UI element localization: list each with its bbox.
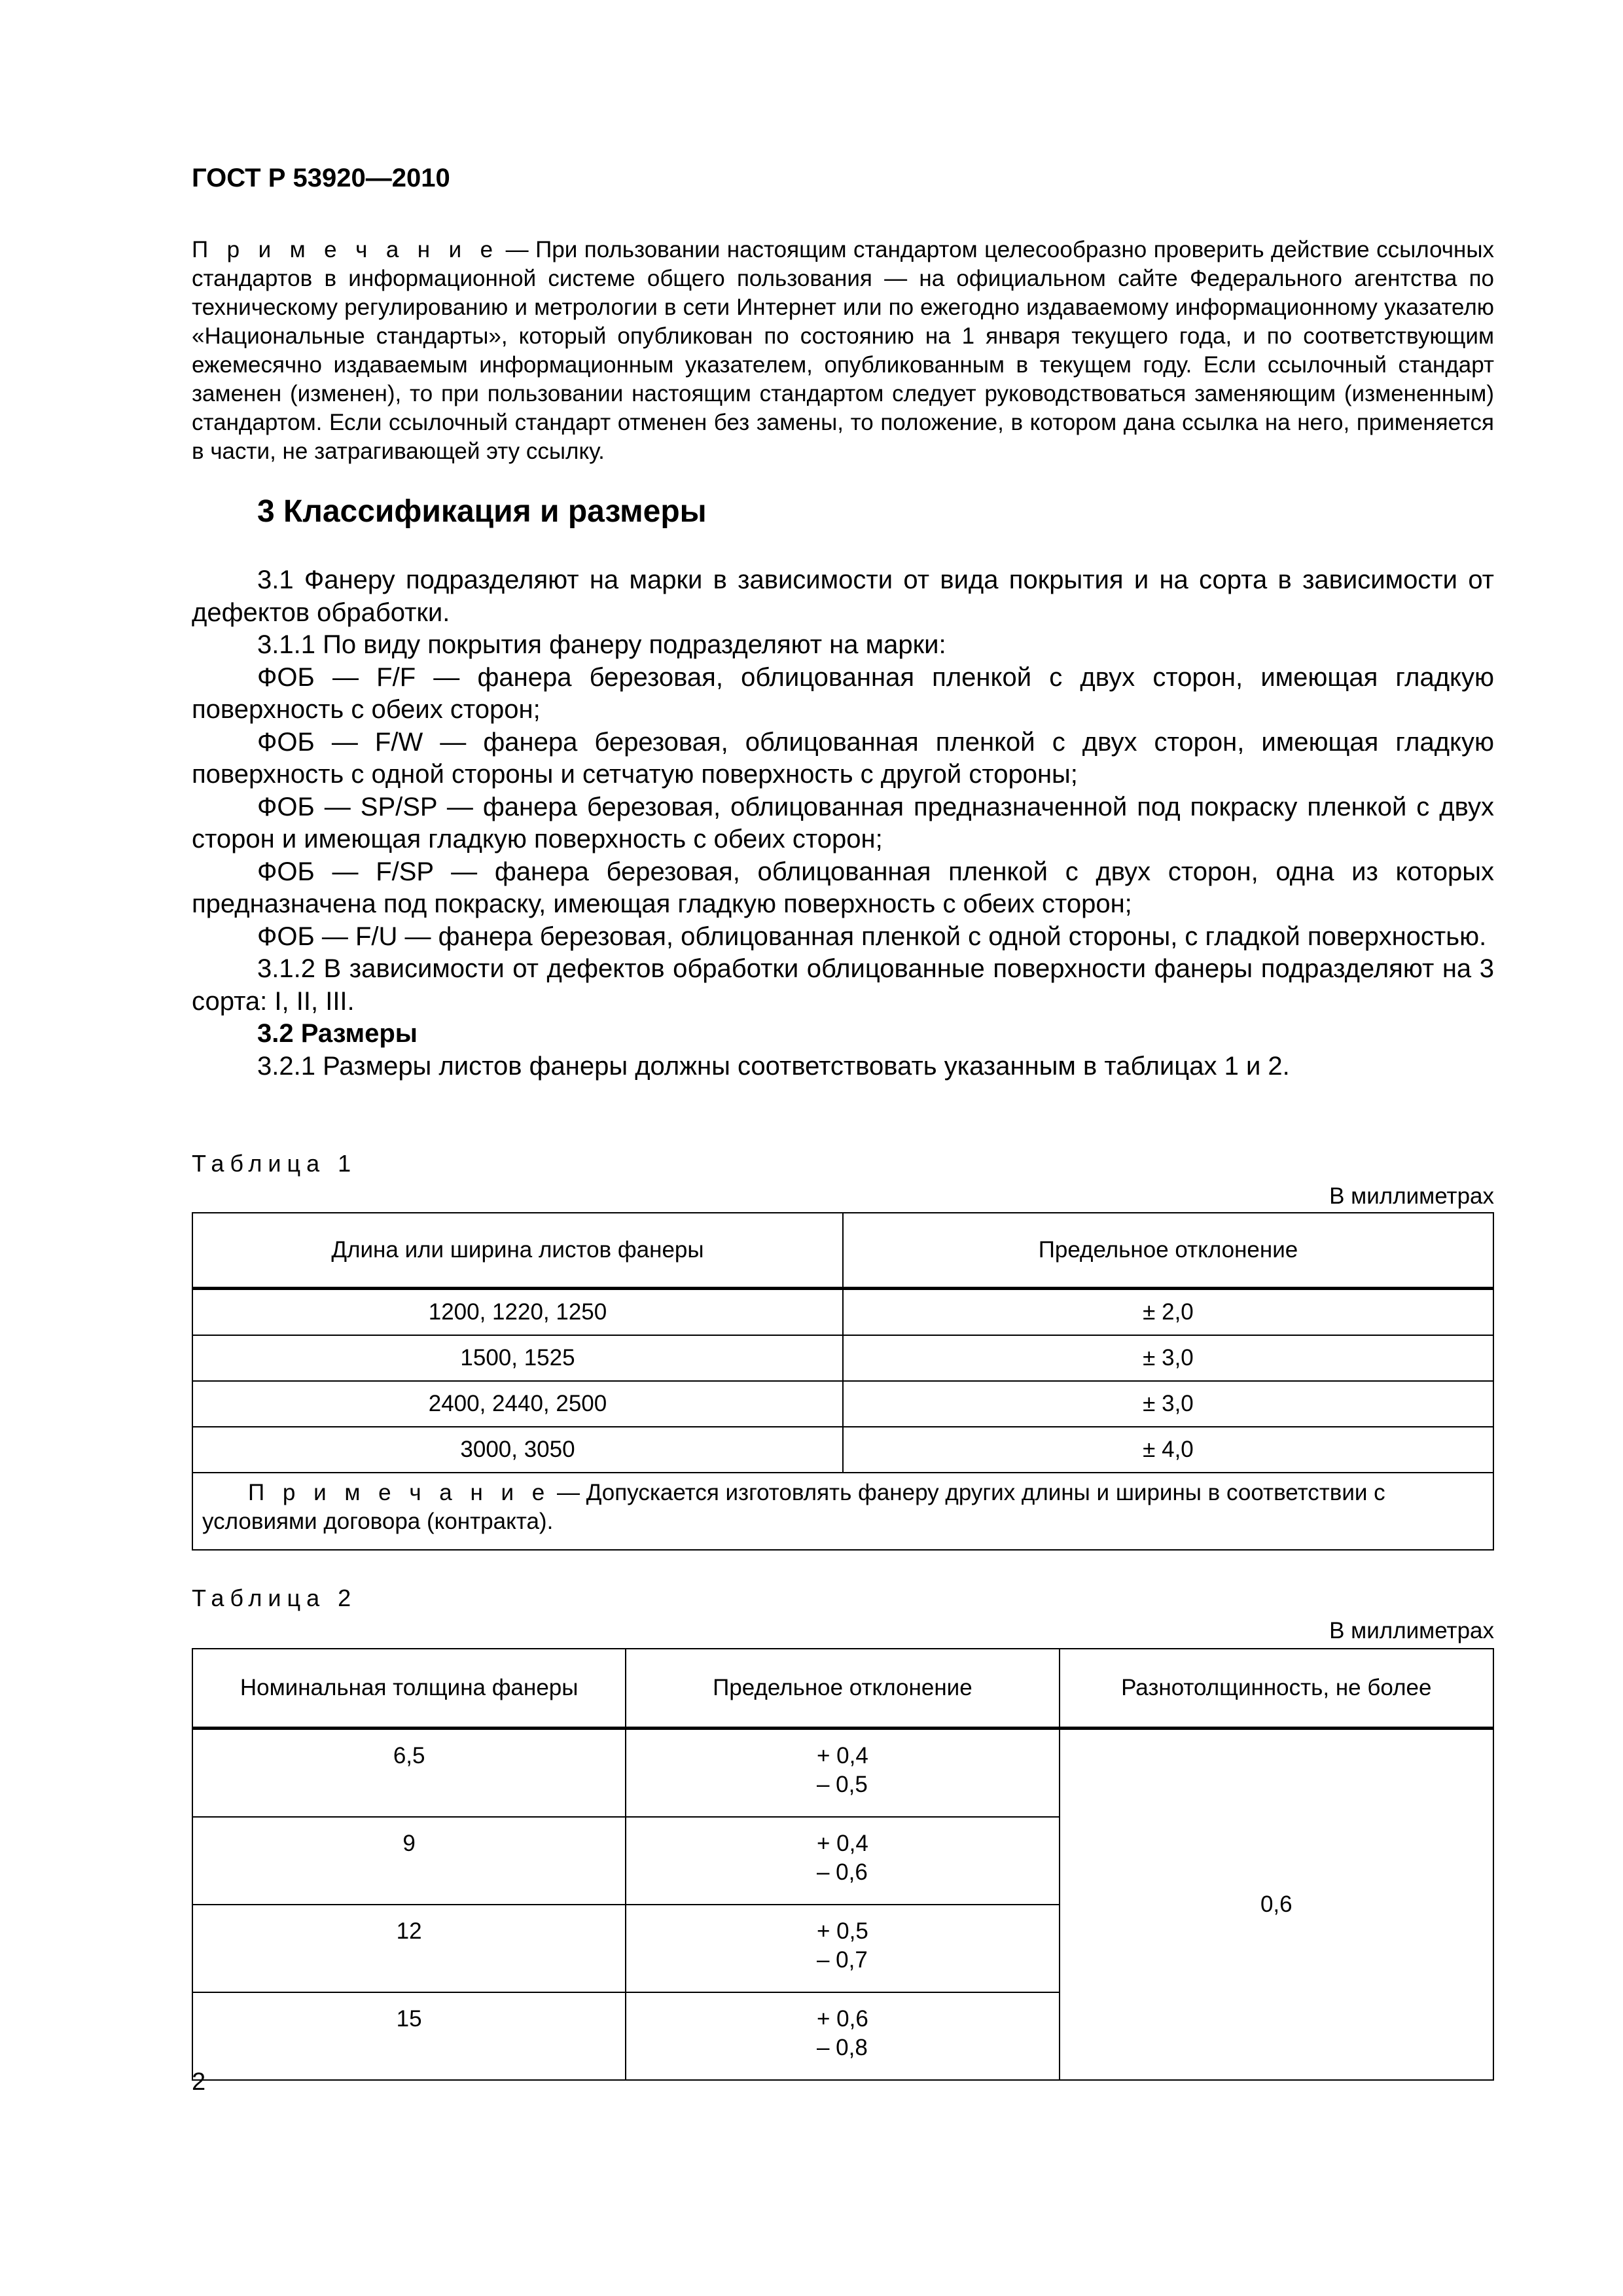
table1-unit: В миллиметрах xyxy=(1329,1183,1494,1209)
deviation-plus: + 0,4 xyxy=(816,1743,868,1768)
table1-note-row xyxy=(192,1473,1493,1550)
table-row xyxy=(192,1381,1493,1427)
note-label: П р и м е ч а н и е xyxy=(192,237,499,262)
table1-header-deviation: Предельное отклонение xyxy=(843,1213,1493,1289)
table2-cell-deviation xyxy=(626,1729,1059,1818)
grade-ff: ФОБ — F/F — фанера березовая, облицованная пленкой с двух сторон, имеющая гладкую поверхность с обеих сторон; xyxy=(192,662,1494,724)
table1-caption: Таблица 1 xyxy=(192,1150,357,1177)
deviation-plus: + 0,6 xyxy=(816,2006,868,2032)
note-text: — При пользовании настоящим стандартом целесообразно проверить действие ссылочных стандартов в информационной системе общего пользования — на официальном сайте Федерального агентства по техническому регулированию и метрологии в сети Интернет или по ежегодно издаваемому информационному указателю «Национальные стандарты», который опубликован по состоянию на 1 января текущего года, и по соответствующим ежемесячно издаваемым информационным указателем, опубликованным в текущем году. Если ссылочный стандарт заменен (изменен), то при пользовании настоящим стандартом следует руководствоваться заменяющим (измененным) стандартом. Если ссылочный стандарт отменен без замены, то положение, в котором дана ссылка на него, применяется в части, не затрагивающей эту ссылку. xyxy=(192,237,1494,464)
table2-cell-deviation xyxy=(626,1817,1059,1905)
deviation-minus: – 0,7 xyxy=(816,1947,868,1973)
table1-cell-deviation: ± 3,0 xyxy=(843,1381,1493,1427)
table1-note xyxy=(192,1473,1493,1550)
table2-cell-deviation xyxy=(626,1992,1059,2080)
table1-cell-size: 1200, 1220, 1250 xyxy=(192,1289,843,1336)
page-number: 2 xyxy=(192,2068,206,2096)
paragraph-3-1-2: 3.1.2 В зависимости от дефектов обработки облицованные поверхности фанеры подразделяют на 3 сорта: I, II, III. xyxy=(192,954,1494,1016)
grade-spsp: ФОБ — SP/SP — фанера березовая, облицованная предназначенной под покраску пленкой с двух сторон и имеющая гладкую поверхность с обеих сторон; xyxy=(192,792,1494,853)
table1-note-text: — Допускается изготовлять фанеру других длины и ширины в соответствии с условиями договора (контракта). xyxy=(202,1480,1385,1534)
table1-note-label: П р и м е ч а н и е xyxy=(248,1480,551,1505)
deviation-plus: + 0,5 xyxy=(816,1918,868,1944)
paragraph-3-2-1: 3.2.1 Размеры листов фанеры должны соответствовать указанным в таблицах 1 и 2. xyxy=(257,1051,1290,1081)
table-row xyxy=(192,1729,1493,1818)
table1-cell-size: 1500, 1525 xyxy=(192,1335,843,1381)
table-row xyxy=(192,1289,1493,1336)
table2-cell-thickness: 9 xyxy=(192,1817,626,1905)
table1-header-size: Длина или ширина листов фанеры xyxy=(192,1213,843,1289)
table1-cell-size: 2400, 2440, 2500 xyxy=(192,1381,843,1427)
table2 xyxy=(192,1648,1494,2081)
table1-cell-deviation: ± 3,0 xyxy=(843,1335,1493,1381)
table2-cell-deviation xyxy=(626,1905,1059,1992)
table2-caption: Таблица 2 xyxy=(192,1585,357,1611)
table1-cell-deviation: ± 2,0 xyxy=(843,1289,1493,1336)
reference-note xyxy=(192,236,1494,466)
deviation-minus: – 0,5 xyxy=(816,1772,868,1797)
paragraph-3-1-1: 3.1.1 По виду покрытия фанеру подразделяют на марки: xyxy=(257,630,946,659)
table2-cell-variation: 0,6 xyxy=(1060,1729,1493,2081)
table1-header-row xyxy=(192,1213,1493,1289)
table2-header-variation: Разнотолщинность, не более xyxy=(1060,1649,1493,1729)
table-row xyxy=(192,1427,1493,1473)
table2-unit: В миллиметрах xyxy=(1329,1618,1494,1643)
section-3 xyxy=(192,492,1494,1083)
table2-cell-thickness: 12 xyxy=(192,1905,626,1992)
table1-cell-size: 3000, 3050 xyxy=(192,1427,843,1473)
deviation-minus: – 0,8 xyxy=(816,2035,868,2060)
deviation-plus: + 0,4 xyxy=(816,1831,868,1856)
table1-cell-deviation: ± 4,0 xyxy=(843,1427,1493,1473)
table2-cell-thickness: 6,5 xyxy=(192,1729,626,1818)
section-title: 3 Классификация и размеры xyxy=(257,494,707,529)
grade-fw: ФОБ — F/W — фанера березовая, облицованная пленкой с двух сторон, имеющая гладкую поверхность с одной стороны и сетчатую поверхность с другой стороны; xyxy=(192,727,1494,789)
table2-cell-thickness: 15 xyxy=(192,1992,626,2080)
deviation-minus: – 0,6 xyxy=(816,1859,868,1885)
table-row xyxy=(192,1335,1493,1381)
grade-fsp: ФОБ — F/SP — фанера березовая, облицованная пленкой с двух сторон, одна из которых предназначена под покраску, имеющая гладкую поверхность с обеих сторон; xyxy=(192,857,1494,918)
table2-header-thickness: Номинальная толщина фанеры xyxy=(192,1649,626,1729)
grade-fu: ФОБ — F/U — фанера березовая, облицованная пленкой с одной стороны, с гладкой поверхностью. xyxy=(257,922,1487,951)
table2-header-deviation: Предельное отклонение xyxy=(626,1649,1059,1729)
table1 xyxy=(192,1212,1494,1551)
paragraph-3-1: 3.1 Фанеру подразделяют на марки в зависимости от вида покрытия и на сорта в зависимости от дефектов обработки. xyxy=(192,565,1494,627)
document-code-header: ГОСТ Р 53920—2010 xyxy=(192,164,450,192)
subsection-title-3-2: 3.2 Размеры xyxy=(257,1019,418,1048)
table2-header-row xyxy=(192,1649,1493,1729)
